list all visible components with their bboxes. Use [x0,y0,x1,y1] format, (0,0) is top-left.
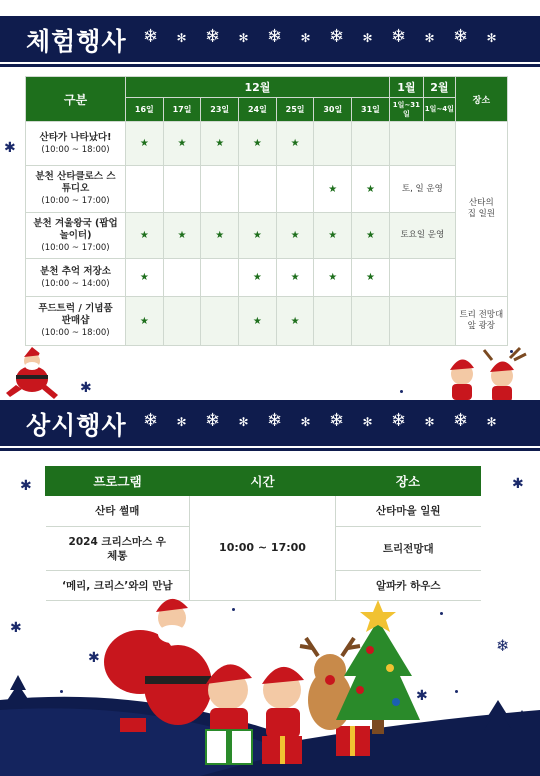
star-mark: ★ [352,166,390,213]
event-name: 푸드트럭 / 기념품 판매샵 [38,303,113,326]
snowflake-icon: ✱ [88,650,100,666]
empty-cell [201,166,239,213]
empty-cell [352,122,390,166]
star-mark: ★ [352,213,390,259]
star-mark: ★ [352,259,390,297]
place-note [455,122,507,297]
star-mark: ★ [239,122,277,166]
day-header: 30일 [314,98,352,122]
event-name-cell [26,259,126,297]
star-mark: ★ [201,122,239,166]
section-banner-experience [0,16,540,62]
day-header: 25일 [276,98,314,122]
feb-range-header: 1일~4일 [423,98,455,122]
program-header: 프로그램 [46,467,190,496]
event-time: (10:00 ~ 18:00) [41,144,110,155]
jan-range-header: 1일~31일 [389,98,423,122]
place-tree: 트리 전망대 앞 광장 [459,310,504,331]
empty-cell [126,166,164,213]
snowflake-decoration: ❄ ✻ ❄ ✻ ❄ ✻ ❄ ✻ ❄ ✻ ❄ ✻ [142,410,503,431]
day-header: 31일 [352,98,390,122]
star-mark: ★ [276,259,314,297]
event-time: (10:00 ~ 18:00) [41,328,110,338]
star-mark: ★ [314,213,352,259]
event-time: (10:00 ~ 14:00) [41,278,110,289]
empty-cell [314,122,352,166]
snowflake-icon: ✱ [416,688,428,704]
month-december-header: 12월 [126,77,390,98]
program-name: 2024 크리스마스 우체통 [68,535,166,562]
day-header: 16일 [126,98,164,122]
day-header: 23일 [201,98,239,122]
month-february-header: 2월 [423,77,455,98]
event-name: 산타가 나타났다! [39,131,112,143]
program-name: ‘메리, 크리스’와의 만남 [46,571,190,601]
place-header: 장소 [336,467,481,496]
empty-cell [389,297,455,346]
elf-kids-illustration [440,346,532,408]
star-mark: ★ [276,122,314,166]
empty-cell [314,297,352,346]
event-name: 분천 겨울왕국 (팝업놀이터) [33,217,118,241]
empty-cell [201,297,239,346]
event-time: 10:00 ~ 17:00 [190,496,336,601]
christmas-illustration [0,590,540,776]
program-place: 트리전망대 [336,527,481,571]
empty-cell [389,122,455,166]
empty-cell [239,166,277,213]
weekend-note: 토, 일 운영 [389,166,455,213]
program-place: 알파카 하우스 [336,571,481,601]
event-name-cell [26,297,126,346]
section-banner-regular [0,400,540,446]
event-time: (10:00 ~ 17:00) [41,196,110,206]
star-mark: ★ [239,213,277,259]
snowflake-icon: ✱ [80,380,92,396]
event-name-cell [26,122,126,166]
program-place: 산타마을 일원 [336,496,481,527]
program-name-cell [46,527,190,571]
empty-cell [276,166,314,213]
section-title: 상시행사 [26,411,127,440]
place-santa: 산타의 집 일원 [467,198,496,219]
santa-illustration-left [2,345,64,403]
empty-cell [163,259,201,297]
star-mark: ★ [276,297,314,346]
snowflake-icon: ❄ [496,636,510,655]
snowflake-icon: ✱ [10,620,22,636]
place-header: 장소 [455,77,507,122]
star-mark: ★ [314,166,352,213]
event-name-cell [26,213,126,259]
section-title: 체험행사 [26,27,127,56]
star-mark: ★ [201,213,239,259]
place-note [455,297,507,346]
saturday-note: 토요일 운영 [389,213,455,259]
empty-cell [163,297,201,346]
event-name: 분천 추억 저장소 [40,265,111,277]
snow-dot [510,350,513,353]
star-mark: ★ [163,122,201,166]
empty-cell [352,297,390,346]
program-name: 산타 썰매 [46,496,190,527]
star-mark: ★ [126,122,164,166]
regular-events-table [45,466,481,601]
event-name: 분천 산타클로스 스튜디오 [35,171,116,194]
empty-cell [389,259,455,297]
star-mark: ★ [239,297,277,346]
snow-dot [400,390,403,393]
category-header: 구분 [26,77,126,122]
event-time: (10:00 ~ 17:00) [41,242,110,253]
day-header: 17일 [163,98,201,122]
star-mark: ★ [239,259,277,297]
day-header: 24일 [239,98,277,122]
snowflake-decoration: ❄ ✻ ❄ ✻ ❄ ✻ ❄ ✻ ❄ ✻ ❄ ✻ [142,26,503,47]
star-mark: ★ [126,213,164,259]
snowflake-icon: ✱ [4,140,16,156]
star-mark: ★ [163,213,201,259]
snowflake-icon: ✱ [20,478,32,494]
snowflake-icon: ✱ [512,476,524,492]
star-mark: ★ [126,259,164,297]
month-january-header: 1월 [389,77,423,98]
experience-schedule-table [25,76,508,346]
time-header: 시간 [190,467,336,496]
star-mark: ★ [276,213,314,259]
empty-cell [163,166,201,213]
star-mark: ★ [126,297,164,346]
empty-cell [201,259,239,297]
star-mark: ★ [314,259,352,297]
event-name-cell [26,166,126,213]
